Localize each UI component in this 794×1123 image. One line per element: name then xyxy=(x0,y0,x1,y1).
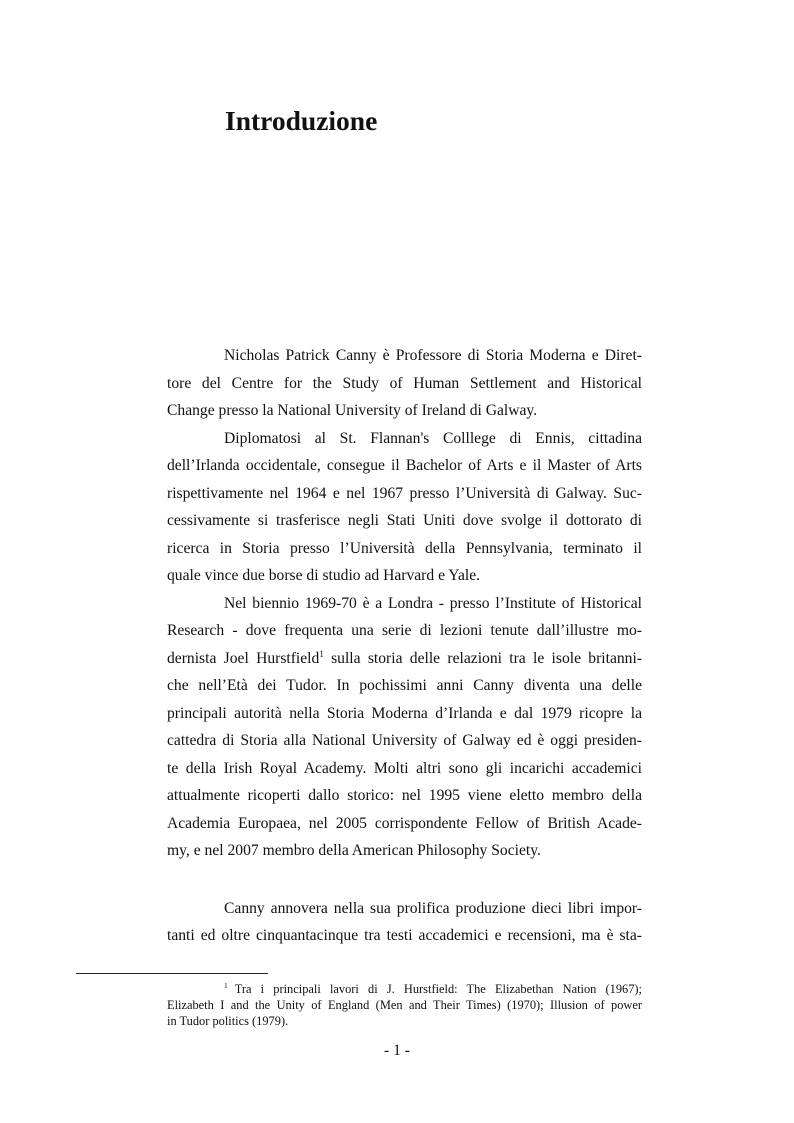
paragraph-line: principali autorità nella Storia Moderna d’Irlanda e dal 1979 ricopre la xyxy=(167,705,642,722)
footnote-divider xyxy=(76,973,268,974)
paragraph-line: cessivamente si trasferisce negli Stati Uniti dove svolge il dottorato di xyxy=(167,512,642,529)
paragraph-line: my, e nel 2007 membro della American Philosophy Society. xyxy=(167,842,541,859)
paragraph-line: rispettivamente nel 1964 e nel 1967 presso l’Università di Galway. Suc- xyxy=(167,485,642,502)
paragraph-line: Change presso la National University of Ireland di Galway. xyxy=(167,402,538,419)
chapter-heading: Introduzione xyxy=(225,105,378,136)
paragraph-line: Canny annovera nella sua prolifica produzione dieci libri impor- xyxy=(224,900,642,917)
footnote-line xyxy=(224,981,642,997)
footnote-line: Elizabeth I and the Unity of England (Men and Their Times) (1970); Illusion of power xyxy=(167,998,642,1012)
paragraph-line: quale vince due borse di studio ad Harvard e Yale. xyxy=(167,567,481,584)
paragraph-line: ricerca in Storia presso l’Università della Pennsylvania, terminato il xyxy=(167,540,642,557)
paragraph-line: che nell’Età dei Tudor. In pochissimi anni Canny diventa una delle xyxy=(167,677,642,694)
paragraph-line: Research - dove frequenta una serie di lezioni tenute dall’illustre mo- xyxy=(167,622,642,639)
page-number: - 1 - xyxy=(384,1042,410,1059)
footnote-number: 1 xyxy=(224,981,228,990)
paragraph-line: tore del Centre for the Study of Human Settlement and Historical xyxy=(167,375,642,392)
paragraph-line: Diplomatosi al St. Flannan's Colllege di Ennis, cittadina xyxy=(224,430,642,447)
paragraph-line: Nicholas Patrick Canny è Professore di Storia Moderna e Diret- xyxy=(224,347,642,364)
paragraph-line: dell’Irlanda occidentale, consegue il Bachelor of Arts e il Master of Arts xyxy=(167,457,642,474)
footnote-line: in Tudor politics (1979). xyxy=(167,1014,289,1028)
line-text: sulla storia delle relazioni tra le isole britanni- xyxy=(331,650,642,667)
paragraph-line: cattedra di Storia alla National University of Galway ed è oggi presiden- xyxy=(167,732,642,749)
paragraph-line-with-footnote xyxy=(167,649,642,669)
footnote-reference: 1 xyxy=(319,649,324,659)
paragraph-line: attualmente ricoperti dallo storico: nel 1995 viene eletto membro della xyxy=(167,787,642,804)
paragraph-line: tanti ed oltre cinquantacinque tra testi accademici e recensioni, ma è sta- xyxy=(167,927,642,944)
line-text: dernista Joel Hurstfield xyxy=(167,650,320,667)
paragraph-line: Academia Europaea, nel 2005 corrispondente Fellow of British Acade- xyxy=(167,815,642,832)
paragraph-line: Nel biennio 1969-70 è a Londra - presso l’Institute of Historical xyxy=(224,595,642,612)
line-text: Tra i principali lavori di J. Hurstfield: The Elizabethan Nation (1967); xyxy=(234,982,642,996)
paragraph-line: te della Irish Royal Academy. Molti altri sono gli incarichi accademici xyxy=(167,760,642,777)
